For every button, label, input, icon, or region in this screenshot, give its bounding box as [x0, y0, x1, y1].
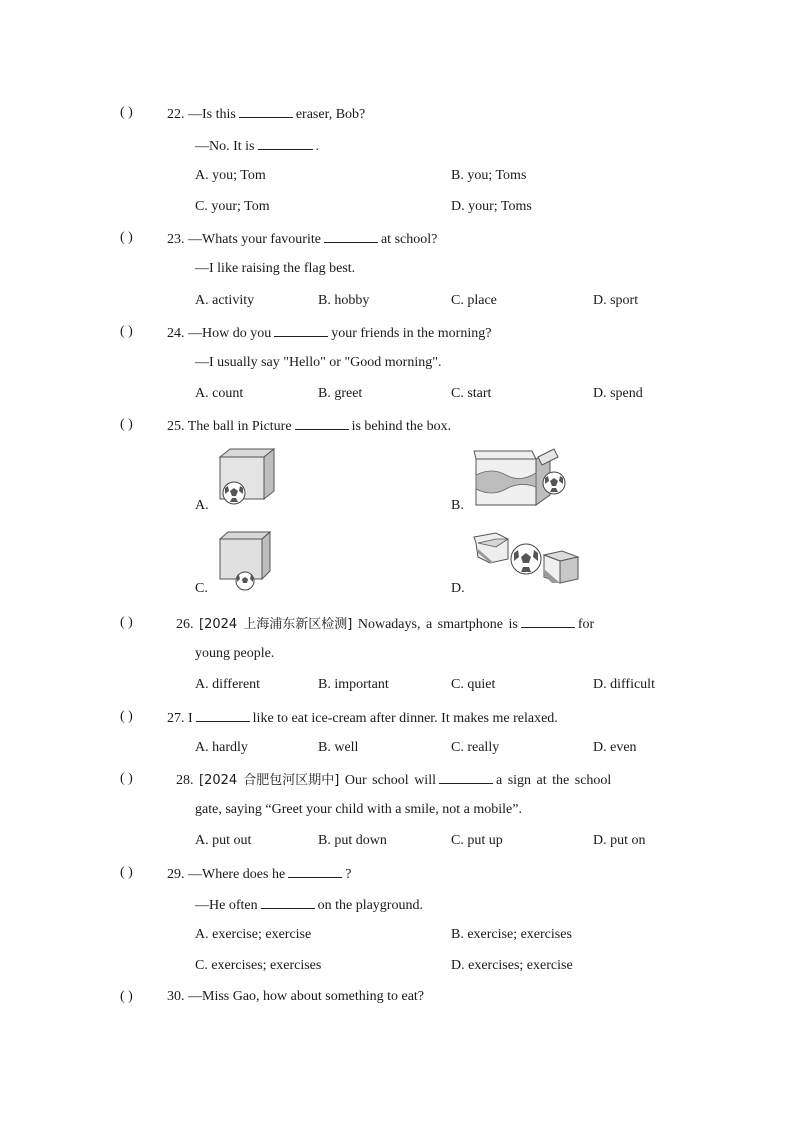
option-c[interactable]: C. quiet [451, 677, 496, 692]
option-a[interactable]: A. you; Tom [195, 168, 266, 183]
answer-blank[interactable] [324, 229, 378, 243]
option-a[interactable]: A. [195, 498, 209, 513]
question-number: 24. [167, 326, 185, 341]
option-b[interactable]: B. well [318, 740, 359, 755]
question-number: 22. [167, 107, 185, 122]
question-reply: —He often on the playground. [195, 895, 423, 915]
answer-paren[interactable]: ( ) [120, 709, 133, 724]
answer-paren[interactable]: ( ) [120, 865, 133, 880]
option-c[interactable]: C. [195, 581, 208, 596]
option-a[interactable]: A. activity [195, 293, 255, 308]
option-c[interactable]: C. exercises; exercises [195, 958, 322, 973]
option-b[interactable]: B. hobby [318, 293, 370, 308]
option-d[interactable]: D. your; Toms [451, 199, 532, 214]
question-source: [2024 合肥包河区期中] [199, 773, 340, 788]
question-number: 27. [167, 711, 185, 726]
option-c[interactable]: C. really [451, 740, 500, 755]
question-stem: 28. [2024 合肥包河区期中] Our school will a sign at the school [176, 770, 611, 790]
question-stem: 24. —How do you your friends in the morning? [167, 323, 491, 343]
option-a[interactable]: A. put out [195, 833, 252, 848]
option-a[interactable]: A. different [195, 677, 261, 692]
option-d[interactable]: D. even [593, 740, 637, 755]
option-d[interactable]: D. spend [593, 386, 643, 401]
option-d[interactable]: D. put on [593, 833, 646, 848]
question-stem: 25. The ball in Picture is behind the box. [167, 416, 451, 436]
option-b[interactable]: B. put down [318, 833, 387, 848]
question-stem: 22. —Is this eraser, Bob? [167, 104, 365, 124]
question-stem: 30. —Miss Gao, how about something to eat? [167, 989, 425, 1004]
option-a[interactable]: A. count [195, 386, 244, 401]
answer-blank[interactable] [288, 864, 342, 878]
question-number: 28. [176, 773, 194, 788]
question-source: [2024 上海浦东新区检测] [199, 617, 353, 632]
option-c[interactable]: C. place [451, 293, 497, 308]
option-b[interactable]: B. you; Toms [451, 168, 527, 183]
question-reply: —I like raising the flag best. [195, 261, 356, 276]
answer-blank[interactable] [261, 895, 315, 909]
answer-blank[interactable] [274, 323, 328, 337]
option-d[interactable]: D. exercises; exercise [451, 958, 573, 973]
option-c[interactable]: C. start [451, 386, 492, 401]
answer-blank[interactable] [196, 708, 250, 722]
question-stem: 26. [2024 上海浦东新区检测] Nowadays, a smartphone is for [176, 614, 594, 634]
option-b[interactable]: B. important [318, 677, 389, 692]
question-stem: 23. —Whats your favourite at school? [167, 229, 437, 249]
question-stem-cont: gate, saying “Greet your child with a smile, not a mobile”. [195, 802, 522, 817]
option-c[interactable]: C. your; Tom [195, 199, 270, 214]
question-number: 30. [167, 989, 185, 1004]
answer-paren[interactable]: ( ) [120, 417, 133, 432]
question-number: 26. [176, 617, 194, 632]
option-d[interactable]: D. [451, 581, 465, 596]
question-reply: —No. It is . [195, 136, 319, 156]
question-stem: 27. I like to eat ice-cream after dinner. It makes me relaxed. [167, 708, 558, 728]
option-b[interactable]: B. greet [318, 386, 363, 401]
answer-paren[interactable]: ( ) [120, 989, 133, 1004]
question-reply: —I usually say "Hello" or "Good morning". [195, 355, 442, 370]
option-b[interactable]: B. exercise; exercises [451, 927, 572, 942]
picture-d-ball-between-boxes[interactable] [472, 529, 584, 589]
question-number: 25. [167, 419, 185, 434]
answer-paren[interactable]: ( ) [120, 324, 133, 339]
answer-paren[interactable]: ( ) [120, 230, 133, 245]
option-a[interactable]: A. hardly [195, 740, 248, 755]
question-stem-cont: young people. [195, 646, 275, 661]
option-a[interactable]: A. exercise; exercise [195, 927, 312, 942]
answer-paren[interactable]: ( ) [120, 615, 133, 630]
question-stem: 29. —Where does he ? [167, 864, 351, 884]
picture-a-ball-front-of-box[interactable] [216, 447, 278, 505]
option-d[interactable]: D. difficult [593, 677, 655, 692]
answer-paren[interactable]: ( ) [120, 771, 133, 786]
option-b[interactable]: B. [451, 498, 464, 513]
picture-c-ball-under-box[interactable] [216, 529, 276, 591]
answer-blank[interactable] [521, 614, 575, 628]
answer-blank[interactable] [239, 104, 293, 118]
answer-blank[interactable] [258, 136, 313, 150]
option-d[interactable]: D. sport [593, 293, 639, 308]
answer-paren[interactable]: ( ) [120, 105, 133, 120]
option-c[interactable]: C. put up [451, 833, 503, 848]
answer-blank[interactable] [295, 416, 349, 430]
answer-blank[interactable] [439, 770, 493, 784]
question-number: 29. [167, 867, 185, 882]
question-number: 23. [167, 232, 185, 247]
picture-b-ball-beside-box[interactable] [472, 447, 568, 509]
